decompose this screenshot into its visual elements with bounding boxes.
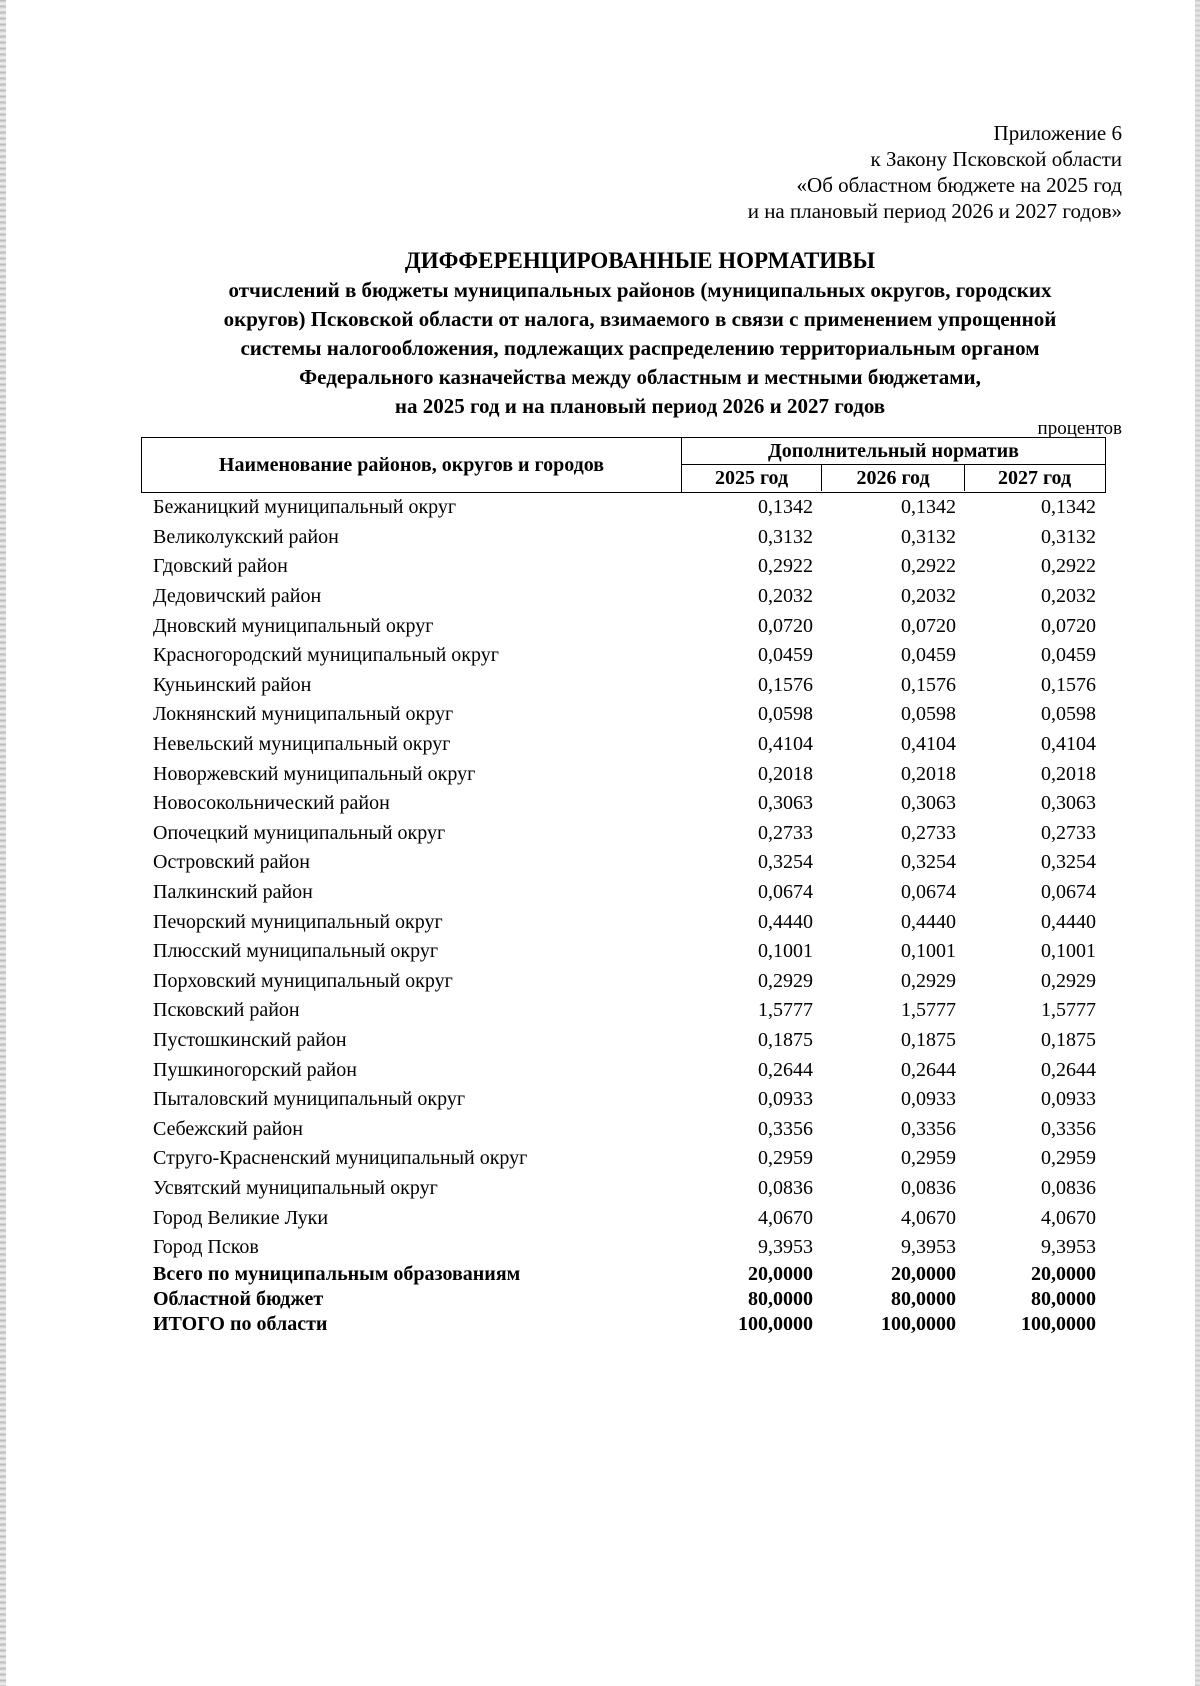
row-value-2027: 100,0000 xyxy=(1021,1313,1096,1336)
row-value-2026: 0,2018 xyxy=(901,762,956,785)
title-subtitle-line: отчислений в бюджеты муниципальных районов (муниципальных округов, городских xyxy=(228,278,1052,302)
row-value-2026: 0,2733 xyxy=(901,821,956,844)
row-value-2027: 0,0598 xyxy=(1041,703,1096,726)
title-subtitle-line: на 2025 год и на плановый период 2026 и 2027 годов xyxy=(394,394,886,418)
row-value-2026: 0,2644 xyxy=(901,1058,956,1081)
table-row xyxy=(141,1233,1106,1263)
row-value-2027: 0,2929 xyxy=(1041,969,1096,992)
row-value-2026: 0,2032 xyxy=(901,585,956,608)
row-value-2026: 0,0674 xyxy=(901,881,956,904)
title-subtitle-line: Федерального казначейства между областным и местными бюджетами, xyxy=(299,365,981,389)
row-value-2025: 0,0598 xyxy=(758,703,813,726)
row-name: Всего по муниципальным образованиям xyxy=(153,1263,521,1286)
row-value-2027: 0,1875 xyxy=(1041,1028,1096,1051)
row-name: Город Великие Луки xyxy=(153,1206,329,1229)
row-name: Пыталовский муниципальный округ xyxy=(153,1088,466,1111)
row-value-2026: 0,4440 xyxy=(901,910,956,933)
row-value-2026: 0,0720 xyxy=(901,614,956,637)
row-value-2025: 0,2032 xyxy=(758,585,813,608)
appendix-line: и на плановый период 2026 и 2027 годов» xyxy=(747,199,1122,223)
header-year-2025: 2025 год xyxy=(682,465,822,491)
row-value-2025: 9,3953 xyxy=(758,1236,813,1259)
row-name: Пустошкинский район xyxy=(153,1028,347,1051)
row-name: Новоржевский муниципальный округ xyxy=(153,762,476,785)
title-subtitle-line: округов) Псковской области от налога, взимаемого в связи с применением упрощенной xyxy=(223,307,1057,331)
row-name: Себежский район xyxy=(153,1117,303,1140)
row-value-2026: 0,3254 xyxy=(901,851,956,874)
table-row xyxy=(141,1174,1106,1204)
row-value-2026: 1,5777 xyxy=(901,999,956,1022)
row-value-2027: 0,4104 xyxy=(1041,733,1096,756)
row-value-2025: 20,0000 xyxy=(748,1263,813,1286)
table-row xyxy=(141,1114,1106,1144)
table-row xyxy=(141,1144,1106,1174)
appendix-note xyxy=(748,120,1122,224)
header-year-2026: 2026 год xyxy=(822,465,965,491)
row-value-2027: 0,0720 xyxy=(1041,614,1096,637)
document-title xyxy=(140,246,1140,421)
row-name: Дновский муниципальный округ xyxy=(153,614,434,637)
row-value-2025: 0,3254 xyxy=(758,851,813,874)
row-value-2025: 0,0720 xyxy=(758,614,813,637)
row-value-2027: 0,4440 xyxy=(1041,910,1096,933)
row-value-2025: 0,3063 xyxy=(758,792,813,815)
row-value-2025: 80,0000 xyxy=(748,1288,813,1311)
row-value-2025: 0,3132 xyxy=(758,525,813,548)
row-value-2025: 0,1342 xyxy=(758,496,813,519)
summary-row xyxy=(141,1262,1106,1287)
row-name: Бежаницкий муниципальный округ xyxy=(153,496,457,519)
table-row xyxy=(141,552,1106,582)
row-name: Усвятский муниципальный округ xyxy=(153,1176,438,1199)
row-value-2025: 0,1001 xyxy=(758,940,813,963)
row-name: Невельский муниципальный округ xyxy=(153,733,451,756)
row-value-2027: 0,3254 xyxy=(1041,851,1096,874)
row-value-2027: 0,1001 xyxy=(1041,940,1096,963)
scan-edge-right xyxy=(1195,0,1200,1686)
scan-edge-left xyxy=(0,0,6,1686)
table-row xyxy=(141,1026,1106,1056)
row-value-2026: 80,0000 xyxy=(891,1288,956,1311)
table-header xyxy=(141,437,1106,493)
row-value-2027: 0,3132 xyxy=(1041,525,1096,548)
title-subtitle-line: системы налогообложения, подлежащих распределению территориальным органом xyxy=(240,336,1040,360)
row-value-2027: 0,3356 xyxy=(1041,1117,1096,1140)
table-row xyxy=(141,789,1106,819)
row-value-2025: 0,0674 xyxy=(758,881,813,904)
row-name: Островский район xyxy=(153,851,310,874)
header-name-column: Наименование районов, округов и городов xyxy=(142,438,682,492)
row-value-2025: 0,4104 xyxy=(758,733,813,756)
row-value-2025: 0,2733 xyxy=(758,821,813,844)
row-value-2027: 4,0670 xyxy=(1041,1206,1096,1229)
row-name: Порховский муниципальный округ xyxy=(153,969,453,992)
appendix-line: к Закону Псковской области xyxy=(870,147,1122,171)
row-value-2026: 0,0459 xyxy=(901,644,956,667)
table-row xyxy=(141,1085,1106,1115)
row-value-2027: 0,0933 xyxy=(1041,1088,1096,1111)
row-value-2026: 0,0933 xyxy=(901,1088,956,1111)
table-row xyxy=(141,1203,1106,1233)
row-value-2027: 80,0000 xyxy=(1031,1288,1096,1311)
table-row xyxy=(141,611,1106,641)
row-value-2027: 1,5777 xyxy=(1041,999,1096,1022)
row-value-2027: 0,2959 xyxy=(1041,1147,1096,1170)
row-name: Локнянский муниципальный округ xyxy=(153,703,454,726)
row-value-2026: 0,0836 xyxy=(901,1176,956,1199)
table-row xyxy=(141,582,1106,612)
row-value-2027: 0,2032 xyxy=(1041,585,1096,608)
row-value-2026: 100,0000 xyxy=(881,1313,956,1336)
row-value-2025: 0,1875 xyxy=(758,1028,813,1051)
table-row xyxy=(141,493,1106,523)
row-name: ИТОГО по области xyxy=(153,1313,328,1336)
row-value-2027: 0,0836 xyxy=(1041,1176,1096,1199)
row-value-2025: 0,2018 xyxy=(758,762,813,785)
table-row xyxy=(141,937,1106,967)
table-row xyxy=(141,730,1106,760)
appendix-line: Приложение 6 xyxy=(993,121,1122,145)
row-value-2026: 4,0670 xyxy=(901,1206,956,1229)
unit-label: процентов xyxy=(1037,418,1122,439)
row-name: Печорский муниципальный округ xyxy=(153,910,443,933)
table-row xyxy=(141,967,1106,997)
row-value-2026: 0,4104 xyxy=(901,733,956,756)
table-row xyxy=(141,996,1106,1026)
table-row xyxy=(141,641,1106,671)
table-row xyxy=(141,819,1106,849)
row-value-2027: 0,3063 xyxy=(1041,792,1096,815)
title-main: ДИФФЕРЕНЦИРОВАННЫЕ НОРМАТИВЫ xyxy=(404,248,876,273)
row-name: Плюсский муниципальный округ xyxy=(153,940,439,963)
row-value-2025: 0,0836 xyxy=(758,1176,813,1199)
row-name: Пушкиногорский район xyxy=(153,1058,357,1081)
table-row xyxy=(141,848,1106,878)
summary-row xyxy=(141,1287,1106,1312)
header-year-2027: 2027 год xyxy=(997,467,1072,489)
row-value-2025: 0,0933 xyxy=(758,1088,813,1111)
row-value-2025: 0,0459 xyxy=(758,644,813,667)
row-value-2026: 0,2959 xyxy=(901,1147,956,1170)
row-value-2025: 0,2959 xyxy=(758,1147,813,1170)
table-row xyxy=(141,878,1106,908)
row-value-2026: 9,3953 xyxy=(901,1236,956,1259)
row-value-2026: 0,3063 xyxy=(901,792,956,815)
row-name: Куньинский район xyxy=(153,673,312,696)
header-group: Дополнительный норматив xyxy=(682,438,1105,465)
row-name: Город Псков xyxy=(153,1236,259,1259)
row-value-2027: 0,2018 xyxy=(1041,762,1096,785)
row-value-2027: 0,0459 xyxy=(1041,644,1096,667)
row-value-2025: 4,0670 xyxy=(758,1206,813,1229)
row-value-2026: 0,0598 xyxy=(901,703,956,726)
row-value-2027: 0,2644 xyxy=(1041,1058,1096,1081)
row-name: Гдовский район xyxy=(153,555,288,578)
row-value-2025: 0,1576 xyxy=(758,673,813,696)
row-value-2027: 9,3953 xyxy=(1041,1236,1096,1259)
row-value-2027: 0,1576 xyxy=(1041,673,1096,696)
row-value-2025: 0,2644 xyxy=(758,1058,813,1081)
table-row xyxy=(141,671,1106,701)
row-value-2025: 0,2929 xyxy=(758,969,813,992)
row-value-2026: 0,3132 xyxy=(901,525,956,548)
row-name: Опочецкий муниципальный округ xyxy=(153,821,446,844)
row-value-2026: 0,1875 xyxy=(901,1028,956,1051)
row-value-2027: 0,0674 xyxy=(1041,881,1096,904)
row-value-2026: 0,3356 xyxy=(901,1117,956,1140)
row-value-2025: 0,4440 xyxy=(758,910,813,933)
table-row xyxy=(141,1055,1106,1085)
row-name: Палкинский район xyxy=(153,881,313,904)
row-value-2027: 0,1342 xyxy=(1041,496,1096,519)
row-name: Великолукский район xyxy=(153,525,339,548)
table-row xyxy=(141,700,1106,730)
row-name: Новосокольнический район xyxy=(153,792,390,815)
row-value-2026: 0,1001 xyxy=(901,940,956,963)
row-value-2027: 20,0000 xyxy=(1031,1263,1096,1286)
table-row xyxy=(141,759,1106,789)
row-name: Псковский район xyxy=(153,999,300,1022)
table-body xyxy=(141,493,1106,1337)
row-name: Красногородский муниципальный округ xyxy=(153,644,499,667)
summary-row xyxy=(141,1312,1106,1337)
row-value-2027: 0,2733 xyxy=(1041,821,1096,844)
row-value-2027: 0,2922 xyxy=(1041,555,1096,578)
row-value-2026: 20,0000 xyxy=(891,1263,956,1286)
row-value-2026: 0,1342 xyxy=(901,496,956,519)
table-row xyxy=(141,907,1106,937)
row-value-2025: 1,5777 xyxy=(758,999,813,1022)
row-value-2025: 100,0000 xyxy=(738,1313,813,1336)
row-value-2026: 0,1576 xyxy=(901,673,956,696)
row-name: Струго-Красненский муниципальный округ xyxy=(153,1147,528,1170)
row-name: Дедовичский район xyxy=(153,585,322,608)
table-row xyxy=(141,523,1106,553)
appendix-line: «Об областном бюджете на 2025 год xyxy=(796,173,1122,197)
row-value-2026: 0,2929 xyxy=(901,969,956,992)
row-value-2025: 0,3356 xyxy=(758,1117,813,1140)
row-value-2025: 0,2922 xyxy=(758,555,813,578)
norms-table xyxy=(141,437,1106,1337)
row-value-2026: 0,2922 xyxy=(901,555,956,578)
row-name: Областной бюджет xyxy=(153,1288,324,1311)
